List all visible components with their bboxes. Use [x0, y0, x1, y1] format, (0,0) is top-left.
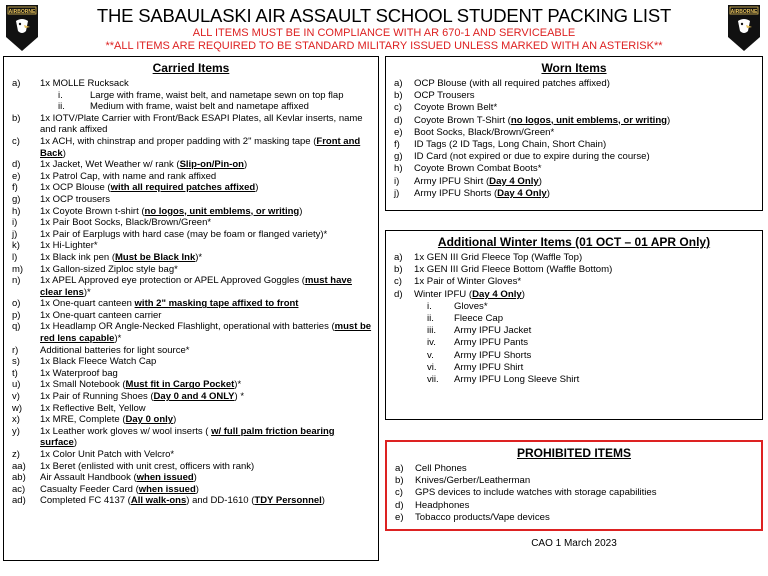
item-text: )	[62, 147, 66, 159]
sub-list-item	[40, 101, 374, 113]
emphasized-text: Must be Black Ink	[114, 251, 196, 263]
emphasized-text: Day 0 only	[125, 414, 174, 426]
list-marker: i)	[12, 217, 18, 229]
item-text: 1x Hi-Lighter*	[40, 240, 98, 252]
sub-list-item	[414, 325, 758, 337]
sub-list-item	[40, 90, 374, 102]
list-marker: r)	[12, 344, 19, 356]
list-item	[395, 463, 757, 475]
list-item	[395, 512, 757, 524]
list-marker: v)	[12, 391, 20, 403]
list-marker: m)	[12, 263, 24, 275]
item-text: OCP Blouse (with all required patches affixed)	[414, 78, 610, 89]
item-text: 1x Headlamp OR Angle-Necked Flashlight, operational with batteries (	[40, 321, 335, 333]
list-marker: c)	[394, 102, 402, 114]
list-marker: c)	[394, 276, 402, 288]
worn-items-heading: Worn Items	[541, 61, 607, 75]
item-text: )	[667, 114, 671, 126]
item-text: 1x Patrol Cap, with name and rank affixed	[40, 170, 217, 182]
list-item	[12, 194, 374, 206]
sub-list-marker: i.	[58, 89, 63, 101]
page-title: THE SABAULASKI AIR ASSAULT SCHOOL STUDENT PACKING LIST	[96, 5, 672, 26]
item-text: GPS devices to include watches with storage capabilities	[415, 487, 657, 499]
list-item	[12, 414, 374, 426]
emphasized-text: Front and Back	[40, 135, 361, 159]
item-text: Winter IPFU (	[414, 288, 473, 300]
item-text: 1x Pair Boot Socks, Black/Brown/Green*	[40, 217, 212, 229]
list-marker: ab)	[12, 472, 26, 484]
list-item	[12, 252, 374, 264]
list-item	[394, 188, 758, 200]
list-item	[12, 182, 374, 194]
list-item	[394, 115, 758, 127]
item-text: 1x Small Notebook (	[40, 379, 126, 391]
list-item	[12, 275, 374, 298]
list-item	[395, 500, 757, 512]
item-text: Additional batteries for light source*	[40, 344, 190, 356]
item-text: Coyote Brown Combat Boots*	[414, 163, 542, 175]
sub-list-item	[414, 313, 758, 325]
sub-item-text: Medium with frame, waist belt and nametape affixed	[90, 101, 309, 113]
sub-item-text: Army IPFU Jacket	[454, 325, 532, 337]
prohibited-items-heading: PROHIBITED ITEMS	[516, 446, 631, 460]
airborne-patch-left-icon	[4, 3, 40, 53]
cao-date: CAO 1 March 2023	[531, 538, 617, 549]
sub-item-text: Army IPFU Shirt	[454, 361, 524, 373]
list-item	[12, 484, 374, 496]
list-marker: ad)	[12, 495, 26, 507]
carried-items-list	[4, 78, 378, 507]
worn-items-list	[386, 78, 762, 200]
list-marker: t)	[12, 367, 18, 379]
list-item	[394, 176, 758, 188]
item-text: )*	[83, 286, 91, 298]
list-item	[12, 113, 374, 136]
item-text: Knives/Gerber/Leatherman	[415, 475, 531, 487]
item-text: )	[321, 495, 325, 507]
item-text: Headphones	[415, 499, 470, 511]
list-marker: h)	[394, 163, 403, 175]
list-marker: c)	[12, 135, 20, 147]
emphasized-text: TDY Personnel	[254, 495, 322, 507]
item-text: Army IPFU Shirt (	[414, 175, 490, 187]
list-item	[12, 298, 374, 310]
list-marker: d)	[394, 114, 403, 126]
item-text: 1x Coyote Brown t-shirt (	[40, 205, 145, 217]
item-text: 1x OCP Blouse (	[40, 182, 111, 194]
item-text: )	[193, 472, 197, 484]
list-marker: z)	[12, 449, 20, 460]
item-text: Coyote Brown Belt*	[414, 102, 498, 114]
list-item	[394, 78, 758, 90]
list-item	[394, 264, 758, 276]
sub-list-marker: v.	[427, 349, 434, 361]
item-text: 1x Gallon-sized Ziploc style bag*	[40, 263, 178, 275]
list-marker: e)	[395, 511, 404, 523]
list-item	[394, 151, 758, 163]
patch-label-left: AIRBORNE	[8, 9, 36, 15]
list-marker: b)	[394, 264, 403, 276]
item-text: )	[243, 159, 248, 171]
item-text: )*	[234, 379, 242, 391]
list-item	[12, 240, 374, 252]
list-item	[12, 449, 374, 461]
emphasized-text: Must fit in Cargo Pocket	[125, 379, 235, 391]
list-item	[394, 276, 758, 288]
item-text: 1x One-quart canteen carrier	[40, 309, 162, 321]
item-text: 1x Pair of Earplugs with hard case (may be foam or flanged variety)*	[40, 228, 328, 240]
sub-list	[414, 301, 758, 386]
prohibited-items-box	[385, 440, 763, 531]
list-marker: a)	[395, 463, 404, 474]
winter-items-list	[386, 252, 762, 386]
sub-list-item	[414, 301, 758, 313]
item-text: Casualty Feeder Card (	[40, 483, 139, 495]
list-item	[12, 472, 374, 484]
sub-list-marker: iii.	[427, 325, 437, 337]
item-text: 1x Jacket, Wet Weather w/ rank (	[40, 159, 180, 171]
emphasized-text: when issued	[138, 483, 196, 495]
list-marker: d)	[12, 159, 21, 171]
item-text: 1x Leather work gloves w/ wool inserts (	[40, 425, 212, 437]
carried-items-box	[3, 56, 379, 561]
list-item	[394, 289, 758, 387]
sub-item-text: Gloves*	[454, 300, 488, 312]
item-text: )	[255, 182, 259, 194]
item-text: 1x IOTV/Plate Carrier with Front/Back ESAPI Plates, all Kevlar inserts, name and rank affixed	[40, 112, 363, 136]
item-text: Cell Phones	[415, 463, 467, 474]
item-text: )	[195, 483, 199, 495]
list-marker: s)	[12, 356, 20, 368]
list-marker: b)	[395, 475, 404, 487]
list-marker: aa)	[12, 460, 26, 472]
item-text: ID Card (not expired or due to expire during the course)	[414, 151, 650, 163]
list-marker: e)	[12, 170, 21, 182]
list-item	[395, 487, 757, 499]
list-marker: g)	[394, 151, 403, 163]
list-item	[12, 368, 374, 380]
list-item	[12, 217, 374, 229]
list-marker: f)	[394, 139, 400, 151]
list-item	[12, 379, 374, 391]
emphasized-text: Day 4 Only	[489, 175, 539, 187]
item-text: 1x Beret (enlisted with unit crest, officers with rank)	[40, 460, 255, 472]
sub-list	[40, 90, 374, 113]
sub-list-marker: ii.	[427, 313, 434, 325]
item-text: 1x ACH, with chinstrap and proper padding with 2" masking tape (	[40, 135, 317, 147]
item-text: )*	[114, 333, 122, 345]
item-text: 1x Black Fleece Watch Cap	[40, 356, 157, 368]
list-marker: i)	[394, 175, 400, 187]
item-text: )	[521, 288, 525, 300]
emphasized-text: with all required patches affixed	[110, 182, 256, 194]
item-text: ID Tags (2 ID Tags, Long Chain, Short Chain)	[414, 139, 607, 151]
item-text: Boot Socks, Black/Brown/Green*	[414, 126, 555, 138]
list-marker: d)	[395, 499, 404, 511]
list-item	[12, 426, 374, 449]
item-text: 1x Black ink pen (	[40, 251, 115, 263]
list-item	[12, 461, 374, 473]
emphasized-text: Day 4 Only	[472, 288, 522, 300]
emphasized-text: w/ full palm friction bearing surface	[40, 425, 335, 449]
item-text: )	[299, 205, 303, 217]
item-text: )*	[195, 251, 203, 263]
item-text: ) and DD-1610 (	[186, 495, 255, 507]
worn-items-box	[385, 56, 763, 211]
list-item	[394, 163, 758, 175]
item-text: 1x GEN III Grid Fleece Bottom (Waffle Bottom)	[414, 264, 613, 276]
list-marker: b)	[394, 90, 403, 102]
list-item	[394, 139, 758, 151]
emphasized-text: must be red lens capable	[40, 321, 372, 345]
list-marker: a)	[394, 78, 403, 89]
list-marker: f)	[12, 182, 18, 194]
list-item	[12, 159, 374, 171]
list-marker: j)	[394, 187, 400, 199]
item-text: )	[546, 187, 550, 199]
list-item	[12, 345, 374, 357]
compliance-notice: ALL ITEMS MUST BE IN COMPLIANCE WITH AR 670-1 AND SERVICEABLE	[192, 27, 576, 39]
list-marker: n)	[12, 275, 21, 287]
list-marker: q)	[12, 321, 21, 333]
sub-list-marker: i.	[427, 300, 432, 312]
list-marker: e)	[394, 126, 403, 138]
sub-item-text: Army IPFU Pants	[454, 337, 529, 349]
item-text: )	[173, 414, 177, 426]
item-text: Air Assault Handbook (	[40, 472, 137, 484]
list-marker: u)	[12, 379, 21, 391]
list-marker: g)	[12, 193, 21, 205]
list-marker: x)	[12, 414, 20, 426]
list-item	[394, 252, 758, 264]
list-item	[12, 321, 374, 344]
list-item	[395, 475, 757, 487]
list-marker: w)	[12, 402, 23, 414]
list-marker: ac)	[12, 483, 26, 495]
list-marker: h)	[12, 205, 21, 217]
item-text: Tobacco products/Vape devices	[415, 511, 550, 523]
list-item	[12, 171, 374, 183]
emphasized-text: Day 0 and 4 ONLY	[153, 391, 235, 403]
issued-notice: **ALL ITEMS ARE REQUIRED TO BE STANDARD MILITARY ISSUED UNLESS MARKED WITH AN ASTERISK**	[105, 40, 663, 52]
sub-item-text: Large with frame, waist belt, and nametape sewn on top flap	[90, 89, 344, 101]
sub-item-text: Army IPFU Shorts	[454, 349, 532, 361]
sub-item-text: Fleece Cap	[454, 313, 504, 325]
winter-items-box	[385, 230, 763, 420]
emphasized-text: must have clear lens	[40, 275, 352, 298]
carried-items-heading: Carried Items	[152, 61, 230, 75]
emphasized-text: when issued	[136, 472, 194, 484]
item-text: 1x Pair of Running Shoes (	[40, 391, 154, 403]
winter-items-heading: Additional Winter Items (01 OCT – 01 APR Only)	[437, 235, 711, 249]
item-text: OCP Trousers	[414, 90, 475, 102]
list-item	[12, 206, 374, 218]
list-item	[394, 90, 758, 102]
list-marker: k)	[12, 240, 20, 252]
sub-list-marker: vii.	[427, 374, 439, 386]
patch-label-right: AIRBORNE	[730, 9, 758, 15]
item-text: Completed FC 4137 (	[40, 495, 131, 507]
list-marker: b)	[12, 112, 21, 124]
list-item	[394, 102, 758, 114]
item-text: 1x GEN III Grid Fleece Top (Waffle Top)	[414, 252, 583, 263]
list-marker: a)	[12, 78, 21, 89]
item-text: ) *	[234, 391, 245, 403]
sub-list-item	[414, 350, 758, 362]
list-marker: j)	[12, 228, 18, 240]
list-item	[12, 136, 374, 159]
list-item	[394, 127, 758, 139]
list-marker: y)	[12, 425, 20, 437]
list-item	[12, 78, 374, 113]
item-text: 1x OCP trousers	[40, 193, 111, 205]
list-marker: p)	[12, 309, 21, 321]
emphasized-text: Day 4 Only	[497, 187, 547, 199]
sub-list-marker: vi.	[427, 361, 437, 373]
sub-list-marker: ii.	[58, 101, 65, 113]
airborne-patch-right-icon	[726, 3, 762, 53]
list-item	[12, 356, 374, 368]
item-text: 1x MRE, Complete (	[40, 414, 126, 426]
emphasized-text: with 2" masking tape affixed to front	[134, 298, 299, 310]
sub-list-item	[414, 362, 758, 374]
item-text: 1x APEL Approved eye protection or APEL Approved Goggles (	[40, 275, 305, 287]
item-text: Army IPFU Shorts (	[414, 187, 498, 199]
sub-list-item	[414, 374, 758, 386]
sub-list-item	[414, 337, 758, 349]
item-text: 1x Color Unit Patch with Velcro*	[40, 449, 175, 460]
list-marker: o)	[12, 298, 21, 310]
list-item	[12, 310, 374, 322]
list-item	[12, 264, 374, 276]
item-text: 1x Reflective Belt, Yellow	[40, 402, 146, 414]
list-marker: d)	[394, 288, 403, 300]
list-marker: a)	[394, 252, 403, 263]
item-text: )	[73, 437, 77, 449]
emphasized-text: All walk-ons	[130, 495, 187, 507]
list-marker: c)	[395, 487, 403, 499]
list-item	[12, 403, 374, 415]
item-text: 1x MOLLE Rucksack	[40, 78, 129, 89]
emphasized-text: no logos, unit emblems, or writing	[144, 205, 300, 217]
emphasized-text: no logos, unit emblems, or writing	[510, 114, 668, 126]
list-item	[12, 391, 374, 403]
sub-item-text: Army IPFU Long Sleeve Shirt	[454, 374, 580, 386]
item-text: )	[538, 175, 542, 187]
sub-list-marker: iv.	[427, 337, 436, 349]
emphasized-text: Slip-on/Pin-on	[179, 159, 244, 171]
list-item	[12, 495, 374, 507]
item-text: 1x Waterproof bag	[40, 367, 118, 379]
item-text: 1x Pair of Winter Gloves*	[414, 276, 522, 288]
item-text: 1x One-quart canteen	[40, 298, 135, 310]
item-text: Coyote Brown T-Shirt (	[414, 114, 511, 126]
prohibited-items-list	[387, 463, 761, 524]
list-marker: l)	[12, 251, 18, 263]
list-item	[12, 229, 374, 241]
